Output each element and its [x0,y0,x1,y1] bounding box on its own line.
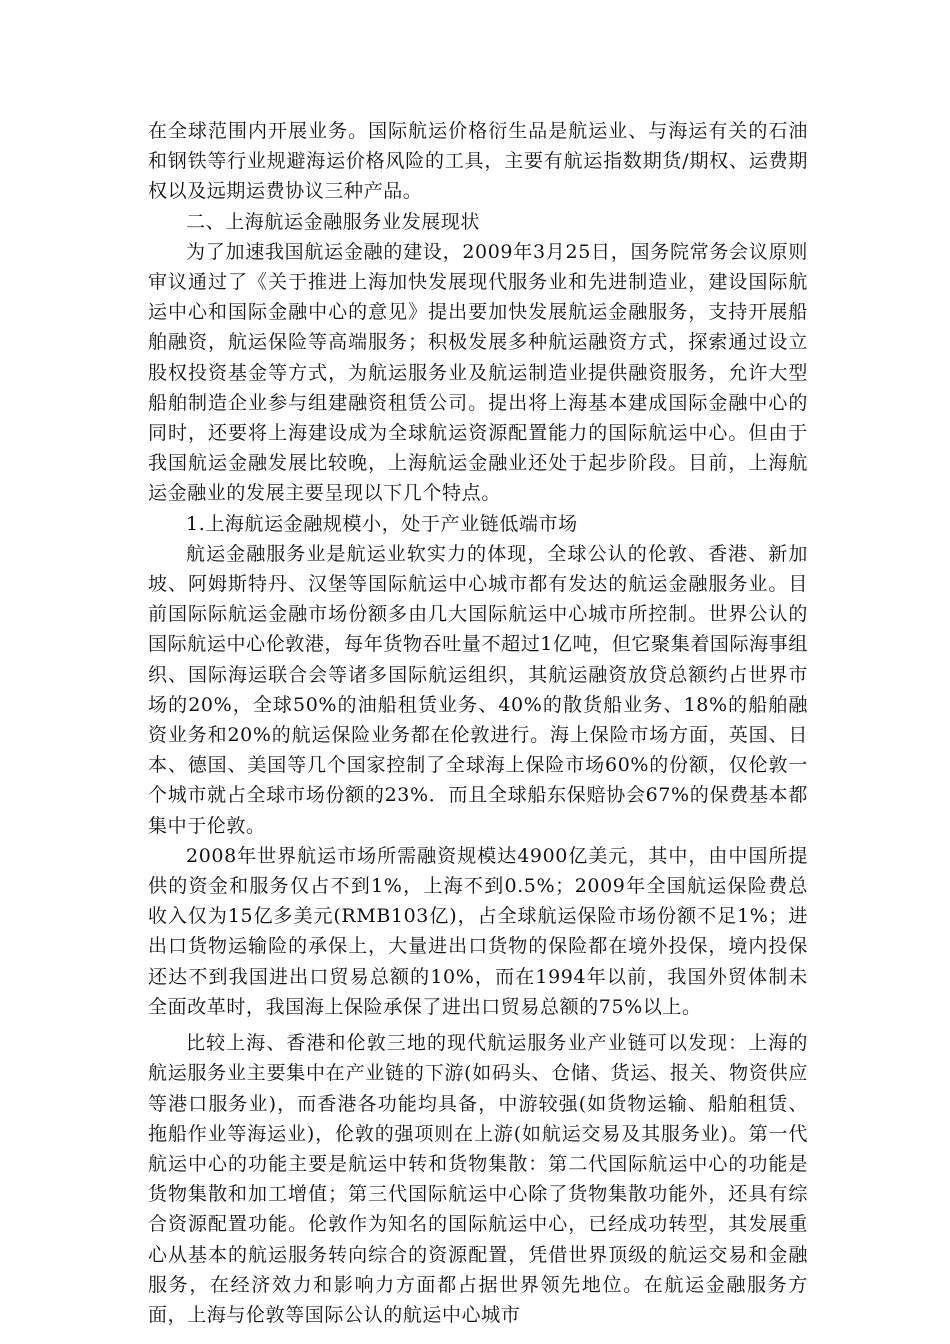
paragraph-intro: 在全球范围内开展业务。国际航运价格衍生品是航运业、与海运有关的石油和钢铁等行业规避海运价格风险的工具，主要有航运指数期货/期权、运费期权以及远期运费协议三种产品。 [148,120,808,203]
paragraph-policy: 为了加速我国航运金融的建设，2009年3月25日，国务院常务会议原则审议通过了《关于推进上海加快发展现代服务业和先进制造业，建设国际航运中心和国际金融中心的意见》提出要加快发展航运金融服务，支持开展船舶融资，航运保险等高端服务；积极发展多种航运融资方式，探索通过设立股权投资基金等方式，为航运服务业及航运制造业提供融资服务，允许大型船舶制造企业参与组建融资租赁公司。提出将上海基本建成国际金融中心的同时，还要将上海建设成为全球航运资源配置能力的国际航运中心。但由于我国航运金融发展比较晚，上海航运金融业还处于起步阶段。目前，上海航运金融业的发展主要呈现以下几个特点。 [148,240,808,505]
paragraph-london-comparison: 航运金融服务业是航运业软实力的体现，全球公认的伦敦、香港、新加坡、阿姆斯特丹、汉堡等国际航运中心城市都有发达的航运金融服务业。目前国际际航运金融市场份额多由几大国际航运中心城市所控制。世界公认的国际航运中心伦敦港，每年货物吞吐量不超过1亿吨，但它聚集着国际海事组织、国际海运联合会等诸多国际航运组织，其航运融资放贷总额约占世界市场的20%，全球50%的油船租赁业务、40%的散货船业务、18%的船舶融资业务和20%的航运保险业务都在伦敦进行。海上保险市场方面，英国、日本、德国、美国等几个国家控制了全球海上保险市场60%的份额，仅伦敦一个城市就占全球市场份额的23%．而且全球船东保赔协会67%的保费基本都集中于伦敦。 [148,542,808,837]
section-heading-2: 二、上海航运金融服务业发展现状 [186,210,481,233]
paragraph-2008-financing: 2008年世界航运市场所需融资规模达4900亿美元，其中，由中国所提供的资金和服务仅占不到1%，上海不到0.5%；2009年全国航运保险费总收入仅为15亿多美元(RMB103亿)，占全球航运保险市场份额不足1%；进出口货物运输险的承保上，大量进出口货物的保险都在境外投保，境内投保还达不到我国进出口贸易总额的10%，而在1994年以前，我国外贸体制未全面改革时，我国海上保险承保了进出口贸易总额的75%以上。 [148,844,808,1018]
paragraph-industry-chain: 比较上海、香港和伦敦三地的现代航运服务业产业链可以发现：上海的航运服务业主要集中在产业链的下游(如码头、仓储、货运、报关、物资供应等港口服务业)，而香港各功能均具备，中游较强(如货物运输、船舶租赁、拖船作业等海运业)，伦敦的强项则在上游(如航运交易及其服务业)。第一代航运中心的功能主要是航运中转和货物集散：第二代国际航运中心的功能是货物集散和加工增值；第三代国际航运中心除了货物集散功能外，还具有综合资源配置功能。伦敦作为知名的国际航运中心，已经成功转型，其发展重心从基本的航运服务转向综合的资源配置，凭借世界顶级的航运交易和金融服务，在经济效力和影响力方面都占据世界领先地位。在航运金融服务方面，上海与伦敦等国际公认的航运中心城市 [148,1032,808,1326]
document-page [148,116,808,1330]
subsection-heading-1: 1.上海航运金融规模小，处于产业链低端市场 [186,512,578,535]
